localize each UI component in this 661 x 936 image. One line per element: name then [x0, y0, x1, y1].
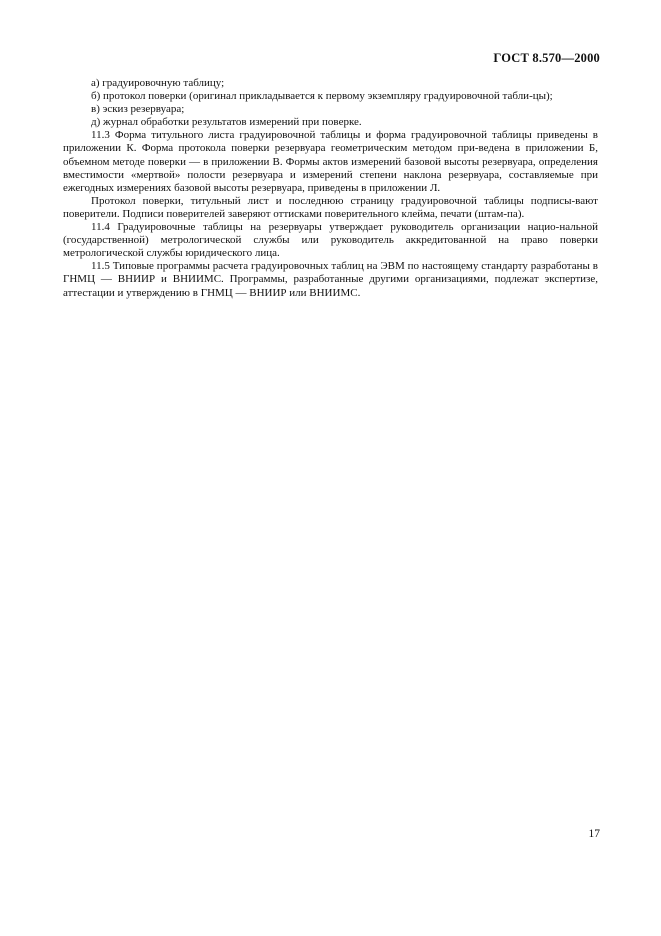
- list-item-b: б) протокол поверки (оригинал прикладывается к первому экземпляру градуировочной табли-цы);: [91, 90, 553, 103]
- clause-11-3: 11.3 Форма титульного листа градуировочной таблицы и форма градуировочной таблицы приведены в приложении К. Форма протокола поверки резервуара геометрическим методом при-ведена в приложении Б, объемном методе поверки — в приложении В. Формы актов измерений базовой высоты резервуара, определения вместимости «мертвой» полости резервуара и измерений степени наклона резервуара, составляемые при ежегодных измерениях базовой высоты резервуара, приведены в приложении Л.: [63, 129, 598, 194]
- paragraph-protocol-signatures: Протокол поверки, титульный лист и последнюю страницу градуировочной таблицы подписы-вают поверители. Подписи поверителей заверяют оттисками поверительного клейма, печати (штам-па).: [63, 194, 598, 220]
- list-item-d: д) журнал обработки результатов измерений при поверке.: [91, 116, 362, 129]
- list-item-v: в) эскиз резервуара;: [91, 103, 185, 116]
- clause-11-5: 11.5 Типовые программы расчета градуировочных таблиц на ЭВМ по настоящему стандарту разработаны в ГНМЦ — ВНИИР и ВНИИМС. Программы, разработанные другими организациями, подлежат экспертизе, аттестации и утверждению в ГНМЦ — ВНИИР или ВНИИМС.: [63, 260, 598, 299]
- page-number: 17: [588, 828, 600, 840]
- document-body: [63, 77, 598, 300]
- list-item-a: а) градуировочную таблицу;: [91, 77, 225, 89]
- clause-11-4: 11.4 Градуировочные таблицы на резервуары утверждает руководитель организации нацио-нальной (государственной) метрологической службы или руководитель аккредитованной на право поверки метрологической службы юридического лица.: [63, 221, 598, 260]
- page-header-standard-code: ГОСТ 8.570—2000: [493, 51, 600, 65]
